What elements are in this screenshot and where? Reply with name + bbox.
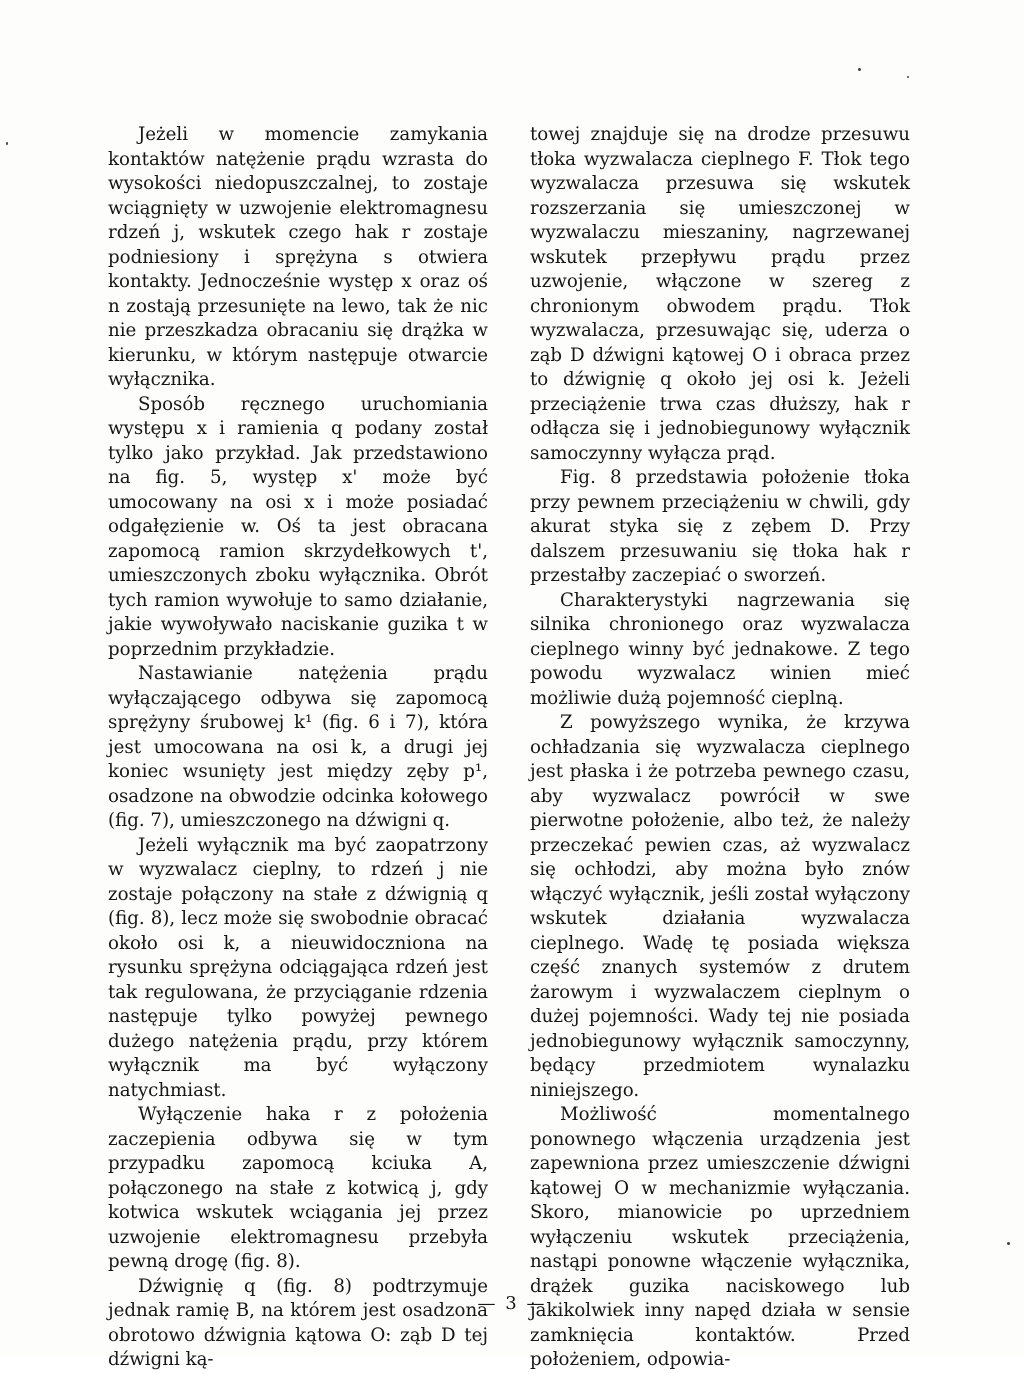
paragraph: Dźwignię q (fig. 8) podtrzymuje jednak ramię B, na którem jest osadzona obrotowo dźwignia kątowa O: ząb D tej dźwigni ką-	[108, 1275, 488, 1370]
paragraph: Fig. 8 przedstawia położenie tłoka przy pewnem przeciążeniu w chwili, gdy akurat styka się z zębem D. Przy dalszem przesuwaniu się tłoka hak r przestałby zaczepiać o sworzeń.	[530, 467, 910, 586]
paragraph-continuation: towej znajduje się na drodze przesuwu tłoka wyzwalacza cieplnego F. Tłok tego wyzwalacza przesuwa się wskutek rozszerzania się umieszczonej w wyzwalaczu mieszaniny, nagrzewanej wskutek przepływu prądu przez uzwojenie, włączone w szereg z chronionym obwodem prądu. Tłok wyzwalacza, przesuwając się, uderza o ząb D dźwigni kątowej O i obraca przez to dźwignię q około jej osi k. Jeżeli przeciążenie trwa czas dłuższy, hak r odłącza się i jednobiegunowy wyłącznik samoczynny wyłącza prąd.	[530, 124, 910, 464]
right-column	[530, 123, 910, 1373]
paragraph: Jeżeli wyłącznik ma być zaopatrzony w wyzwalacz cieplny, to rdzeń j nie zostaje połączony na stałe z dźwignią q (fig. 8), lecz może się swobodnie obracać około osi k, a nieuwidoczniona na rysunku sprężyna odciągająca rdzeń jest tak regulowana, że przyciąganie rdzenia następuje tylko powyżej pewnego dużego natężenia prądu, przy którem wyłącznik ma być wyłączony natychmiast.	[108, 834, 488, 1101]
paragraph: Wyłączenie haka r z położenia zaczepienia odbywa się w tym przypadku zapomocą kciuka A, połączonego na stałe z kotwicą j, gdy kotwica wskutek wciągania jej przez uzwojenie elektromagnesu przebyła pewną drogę (fig. 8).	[108, 1104, 488, 1272]
paragraph: Możliwość momentalnego ponownego włączenia urządzenia jest zapewniona przez umieszczenie dźwigni kątowej O w mechanizmie wyłączania. Skoro, mianowicie po uprzedniem wyłączeniu wskutek przeciążenia, nastąpi ponowne włączenie wyłącznika, drążek guzika naciskowego lub jakikolwiek inny napęd działa w sensie zamknięcia kontaktów. Przed położeniem, odpowia-	[530, 1104, 910, 1370]
ink-speck	[1007, 1242, 1010, 1245]
ink-speck	[6, 142, 8, 145]
left-column	[108, 123, 488, 1373]
paragraph: Z powyższego wynika, że krzywa ochładzania się wyzwalacza cieplnego jest płaska i że potrzeba pewnego czasu, aby wyzwalacz powrócił w swe pierwotne położenie, albo też, że należy przeczekać pewien czas, aż wyzwalacz się ochłodzi, aby można było znów włączyć wyłącznik, jeśli został wyłączony wskutek działania wyzwalacza cieplnego. Wadę tę posiada większa część znanych systemów z drutem żarowym i wyzwalaczem cieplnym o dużej pojemności. Wady tej nie posiada jednobiegunowy wyłącznik samoczynny, będący przedmiotem wynalazku niniejszego.	[530, 712, 910, 1101]
paragraph: Jeżeli w momencie zamykania kontaktów natężenie prądu wzrasta do wysokości niedopuszczalnej, to zostaje wciągnięty w uzwojenie elektromagnesu rdzeń j, wskutek czego hak r zostaje podniesiony i sprężyna s otwiera kontakty. Jednocześnie występ x oraz oś n zostają przesunięte na lewo, tak że nic nie przeszkadza obracaniu się drążka w kierunku, w którym następuje otwarcie wyłącznika.	[108, 124, 488, 390]
ink-speck	[858, 68, 861, 71]
ink-speck	[907, 76, 909, 78]
paragraph: Nastawianie natężenia prądu wyłączającego odbywa się zapomocą sprężyny śrubowej k¹ (fig. 6 i 7), która jest umocowana na osi k, a drugi jej koniec wsunięty jest między zęby p¹, osadzone na obwodzie odcinka kołowego (fig. 7), umieszczonego na dźwigni q.	[108, 663, 488, 831]
page-number: — 3 —	[477, 1293, 547, 1314]
paragraph: Sposób ręcznego uruchomiania występu x i ramienia q podany został tylko jako przykład. Jak przedstawiono na fig. 5, występ x' może być umocowany na osi x i może posiadać odgałęzienie w. Oś ta jest obracana zapomocą ramion skrzydełkowych t', umieszczonych zboku wyłącznika. Obrót tych ramion wywołuje to samo działanie, jakie wywoływało naciskanie guzika t w poprzednim przykładzie.	[108, 393, 488, 660]
paragraph: Charakterystyki nagrzewania się silnika chronionego oraz wyzwalacza cieplnego winny być jednakowe. Z tego powodu wyzwalacz winien mieć możliwie dużą pojemność cieplną.	[530, 589, 910, 709]
